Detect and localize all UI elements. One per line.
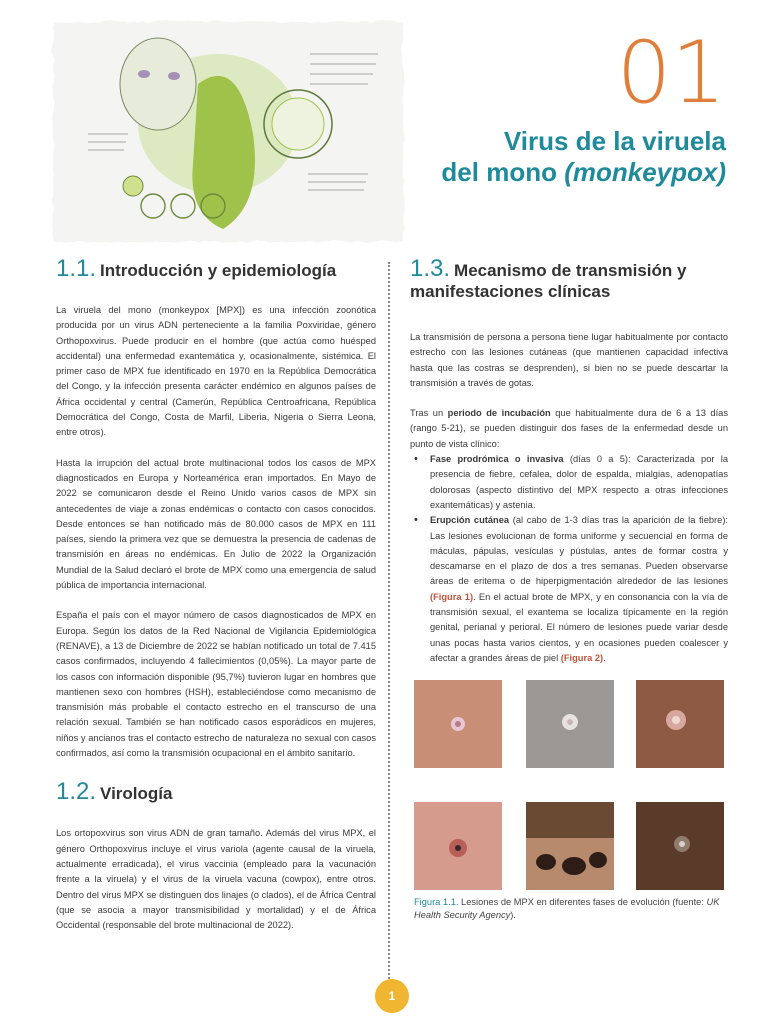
- chapter-title-line2: [386, 157, 726, 188]
- right-column: [410, 255, 728, 666]
- paragraph: La viruela del mono (monkeypox [MPX]) es una infección zoonótica producida por un virus ADN perteneciente a la familia Poxviridae, género Orthopoxvirus. Puede producir en el hombre (que actúa como huésped accidental) una enfermedad exantemática y, ocasionalmente, sistémica. El primer caso de MPX fue identificado en 1970 en la República Democrática del Congo, y la infección presenta carácter endémico en algunos países de África occidental y central (Camerún, República Centroafricana, República Democrática del Congo, Costa de Marfil, Liberia, Nigeria o Sierra Leona, entre otros).: [56, 305, 376, 438]
- chapter-title-line1: Virus de la viruela: [503, 126, 726, 156]
- lesion-photo-5: [526, 802, 614, 890]
- paragraph: La transmisión de persona a persona tiene lugar habitualmente por contacto estrecho con las lesiones cutáneas (que mantienen capacidad infectiva hasta que las costras se desprenden), si bien no se puede descartar la transmisión a través de gotas.: [410, 332, 728, 388]
- section-number: 1.2.: [56, 778, 97, 806]
- bold-term: Fase prodrómica o invasiva: [430, 454, 564, 465]
- caption-source: UK Health Security Agency: [414, 897, 720, 920]
- text-run: que habitualmente dura de 6 a 13 días (rango 5-21), se pueden distinguir dos fases de la enfermedad desde un punto de vista clínico:: [410, 408, 728, 449]
- text-run: . En el actual brote de MPX, y en consonancia con la vía de transmisión sexual, el exantema se localiza típicamente en la región genital, perianal y perioral. El número de lesiones puede variar desde unas pocas hasta varios cientos, y en ocasiones pueden coalescer y afectar a grandes áreas de piel: [430, 591, 728, 663]
- list-item: [430, 513, 728, 666]
- left-column: [56, 255, 376, 933]
- page-number-badge: 1: [375, 979, 409, 1013]
- lesion-photo-6: [636, 802, 724, 890]
- section-number: 1.3.: [410, 255, 451, 282]
- text-run: (días 0 a 5): Caracterizada por la presencia de fiebre, cefalea, dolor de espalda, mialgias, adenopatías dolorosas (aspecto distintivo del MPX respecto a otras infecciones exantemáticas) y astenia.: [430, 454, 728, 510]
- section-heading-1-2: [56, 778, 376, 806]
- figure-reference-link[interactable]: (Figura 2): [560, 652, 604, 663]
- chapter-illustration: [48, 14, 406, 246]
- bold-term: periodo de incubación: [447, 408, 551, 419]
- phase-list: [410, 452, 728, 666]
- paragraph: España el país con el mayor número de casos diagnosticados de MPX en Europa. Según los datos de la Red Nacional de Vigilancia Epidemiológica (RENAVE), a 13 de Diciembre de 2022 se habían notificado un total de 7.415 casos confirmados, incluyendo 4 fallecimientos (0,05%). La mayor parte de los casos con información disponible (95,7%) tuvieron lugar en hombres que mantienen sexo con hombres (HSH), estableciéndose como mecanismo de transmisión más probable el contacto estrecho en el transcurso de una relación sexual. También se han notificado casos esporádicos en mujeres, niños y ancianos tras el contacto estrecho de naturaleza no sexual con casos confirmados, así como la transmisión ocupacional en el ámbito sanitario.: [56, 610, 376, 759]
- figure-reference-link[interactable]: (Figura 1): [430, 591, 474, 602]
- section-title: Introducción y epidemiología: [100, 261, 337, 280]
- section-number: 1.1.: [56, 255, 97, 282]
- section-title: Mecanismo de transmisión y manifestaciones clínicas: [410, 261, 687, 301]
- lesion-photo-4: [414, 802, 502, 890]
- text-run: .: [603, 652, 606, 663]
- text-run: Tras un: [410, 408, 448, 419]
- paragraph: [410, 406, 728, 452]
- list-item: [430, 452, 728, 513]
- figure-caption: [414, 896, 724, 921]
- figure-label: Figura 1.1.: [414, 897, 459, 907]
- chapter-title-line2-italic: (monkeypox): [564, 157, 726, 187]
- section-heading-1-1: [56, 255, 376, 282]
- column-divider: [388, 262, 390, 982]
- bold-term: Erupción cutánea: [430, 515, 510, 526]
- section-title: Virología: [100, 784, 173, 804]
- section-heading-1-3: [410, 255, 728, 302]
- caption-text: Lesiones de MPX en diferentes fases de evolución (fuente:: [458, 897, 707, 907]
- chapter-number: 01: [616, 23, 726, 123]
- lesion-photo-1: [414, 680, 502, 768]
- chapter-title-line2-prefix: del mono: [441, 157, 565, 187]
- paragraph: Hasta la irrupción del actual brote multinacional todos los casos de MPX diagnosticados en Europa y Norteamérica eran importados. En Mayo de 2022 se comunicaron desde el Reino Unido varios casos de MPX sin antecedentes de viaje a zonas endémicas o contacto con casos conocidos. Desde entonces se han notificado más de 80.000 casos de MPX en 111 países, siendo la primera vez que se demuestra la presencia de cadenas de transmisión en áreas no endémicas. En Julio de 2022 la Organización Mundial de la Salud declaró el brote de MPX como una emergencia de salud pública de importancia internacional.: [56, 457, 376, 591]
- lesion-photo-3: [636, 680, 724, 768]
- chapter-title: [386, 126, 726, 188]
- text-run: (al cabo de 1-3 días tras la aparición de la fiebre): Las lesiones evolucionan de forma uniforme y secuencial en forma de máculas, pápulas, vesículas y pústulas, antes de formar costra y descamarse en el plazo de dos a tres semanas. Pueden observarse áreas de eritema o de hiperpigmentación alrededor de las lesiones: [430, 515, 728, 587]
- caption-end: ).: [510, 909, 516, 920]
- paragraph: Los ortopoxvirus son virus ADN de gran tamaño. Además del virus MPX, el género Orthopoxvirus incluye el virus variola (agente causal de la viruela, actualmente erradicada), el virus vaccinia (empleado para la vacunación frente a la viruela) y el virus de la viruela vacuna (cowpox), entre otros. Dentro del virus MPX se distinguen dos linajes (o clados), el de África Central (que se asocia a mayor transmisibilidad y mortalidad) y el de África Occidental (responsable del brote multinacional de 2022).: [56, 828, 376, 931]
- lesion-photo-2: [526, 680, 614, 768]
